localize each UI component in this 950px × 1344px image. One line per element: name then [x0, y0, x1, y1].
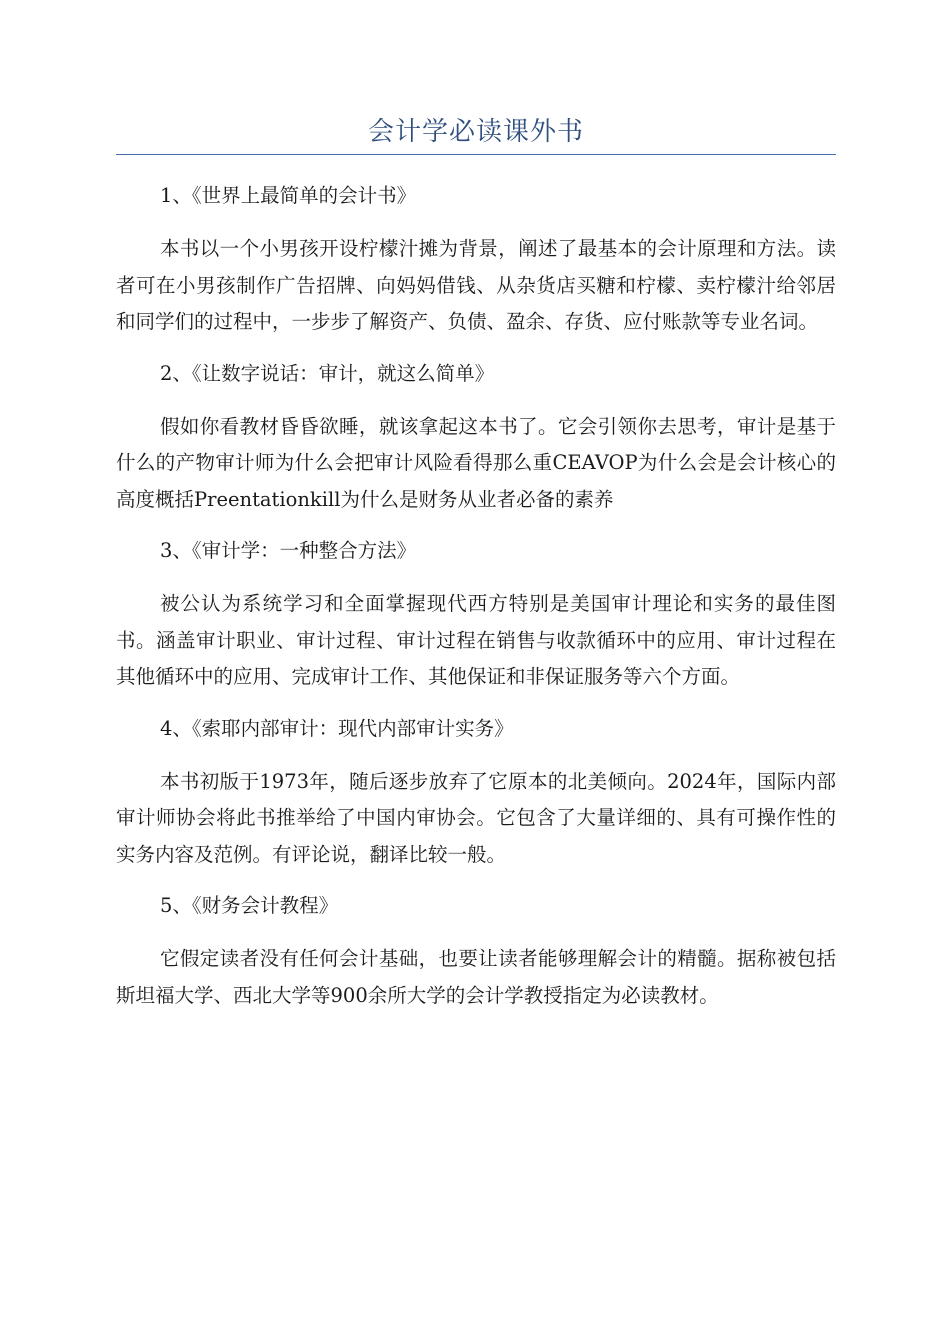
book-description: 本书以一个小男孩开设柠檬汁摊为背景，阐述了最基本的会计原理和方法。读者可在小男孩制作广告招牌、向妈妈借钱、从杂货店买糖和柠檬、卖柠檬汁给邻居和同学们的过程中，一步步了解资产、负债、盈余、存货、应付账款等专业名词。 — [116, 237, 836, 333]
book-list — [116, 181, 836, 1014]
book-description: 本书初版于1973年，随后逐步放弃了它原本的北美倾向。2024年，国际内部审计师协会将此书推举给了中国内审协会。它包含了大量详细的、具有可操作性的实务内容及范例。有评论说，翻译比较一般。 — [116, 769, 836, 866]
document-title: 会计学必读课外书 — [367, 117, 584, 147]
book-entry-3 — [116, 536, 836, 696]
book-heading: 1、《世界上最简单的会计书》 — [160, 184, 417, 207]
book-entry-5 — [116, 891, 836, 1014]
book-heading: 3、《审计学：一种整合方法》 — [160, 539, 417, 562]
book-entry-2 — [116, 359, 836, 519]
book-description: 它假定读者没有任何会计基础，也要让读者能够理解会计的精髓。据称被包括斯坦福大学、西北大学等900余所大学的会计学教授指定为必读教材。 — [116, 947, 836, 1007]
book-heading: 2、《让数字说话：审计，就这么简单》 — [160, 361, 495, 385]
book-heading: 5、《财务会计教程》 — [160, 894, 339, 917]
title-divider — [116, 154, 836, 155]
book-description: 假如你看教材昏昏欲睡，就该拿起这本书了。它会引领你去思考，审计是基于什么的产物审计师为什么会把审计风险看得那么重CEAVOP为什么会是会计核心的高度概括Preentationkill为什么是财务从业者必备的素养 — [116, 414, 836, 511]
book-heading: 4、《索耶内部审计：现代内部审计实务》 — [160, 716, 514, 740]
book-entry-4 — [116, 714, 836, 874]
book-entry-1 — [116, 181, 836, 341]
document-page — [116, 0, 836, 1032]
book-description: 被公认为系统学习和全面掌握现代西方特别是美国审计理论和实务的最佳图书。涵盖审计职业、审计过程、审计过程在销售与收款循环中的应用、审计过程在其他循环中的应用、完成审计工作、其他保证和非保证服务等六个方面。 — [116, 592, 836, 688]
